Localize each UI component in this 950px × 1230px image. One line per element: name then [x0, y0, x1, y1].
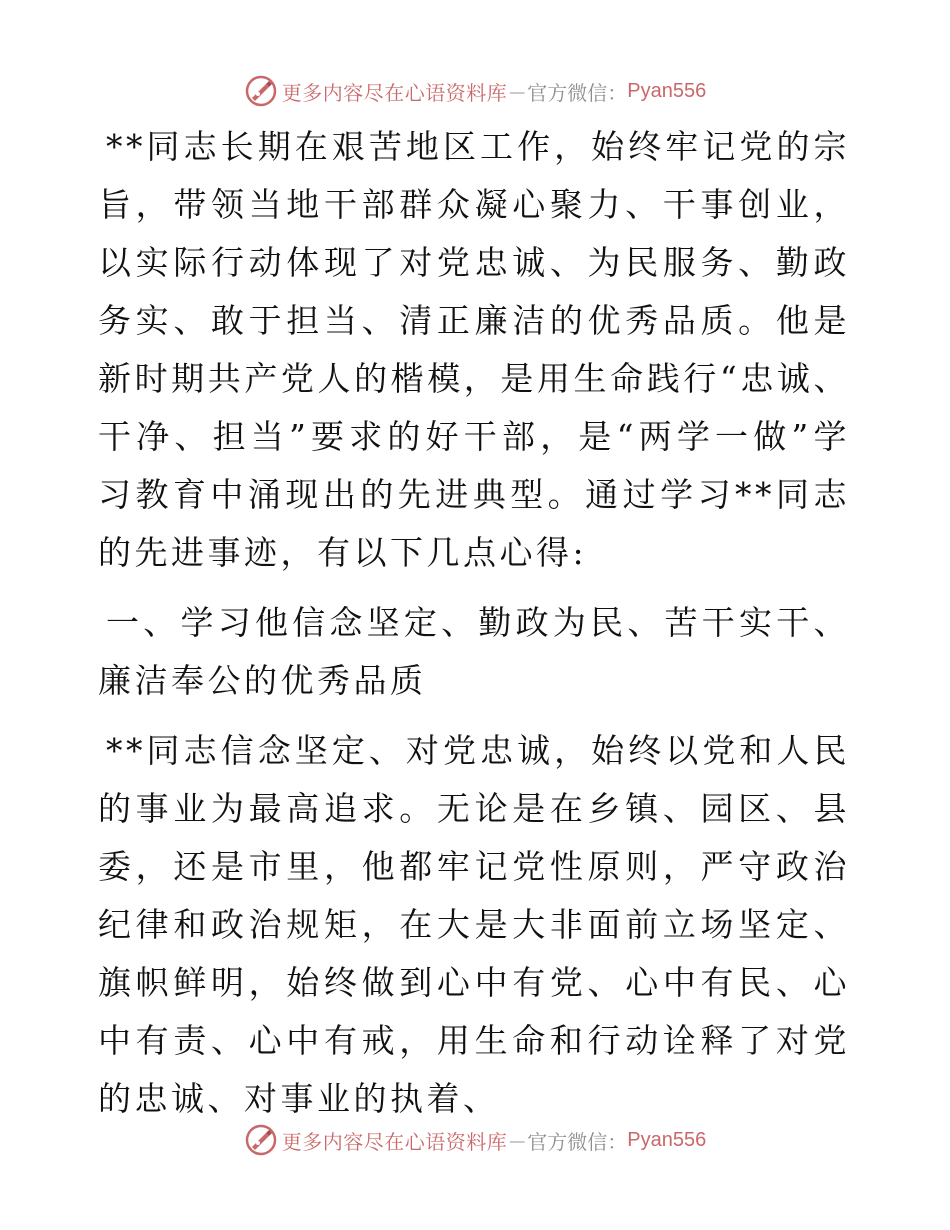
- document-body: [98, 118, 850, 1128]
- paragraph-body: **同志信念坚定、对党忠诚，始终以党和人民的事业为最高追求。无论是在乡镇、园区、县委，还是市里，他都牢记党性原则，严守政治纪律和政治规矩，在大是大非面前立场坚定、旗帜鲜明，始终做到心中有党、心中有民、心中有责、心中有戒，用生命和行动诠释了对党的忠诚、对事业的执着、: [98, 731, 850, 1118]
- footer-watermark: [0, 1120, 950, 1160]
- watermark-wechat-id: Pyan556: [627, 1128, 707, 1151]
- paragraph-intro: **同志长期在艰苦地区工作，始终牢记党的宗旨，带领当地干部群众凝心聚力、干事创业，以实际行动体现了对党忠诚、为民服务、勤政务实、敢于担当、清正廉洁的优秀品质。他是新时期共产党人的楷模，是用生命践行“忠诚、干净、担当”要求的好干部，是“两学一做”学习教育中涌现出的先进典型。通过学习**同志的先进事迹，有以下几点心得:: [98, 127, 850, 572]
- watermark-title: 更多内容尽在心语资料库: [281, 1129, 508, 1154]
- pen-logo-icon: [244, 74, 278, 108]
- section-heading-1: 一、学习他信念坚定、勤政为民、苦干实干、廉洁奉公的优秀品质: [98, 603, 850, 700]
- header-watermark: [0, 71, 950, 111]
- watermark-separator: —: [509, 1130, 526, 1150]
- watermark-wechat-label: 官方微信：: [527, 80, 628, 105]
- watermark-wechat-id: Pyan556: [627, 79, 707, 102]
- watermark-wechat-label: 官方微信：: [527, 1129, 628, 1154]
- pen-logo-icon: [244, 1123, 278, 1157]
- watermark-title: 更多内容尽在心语资料库: [281, 80, 508, 105]
- watermark-separator: —: [509, 81, 526, 101]
